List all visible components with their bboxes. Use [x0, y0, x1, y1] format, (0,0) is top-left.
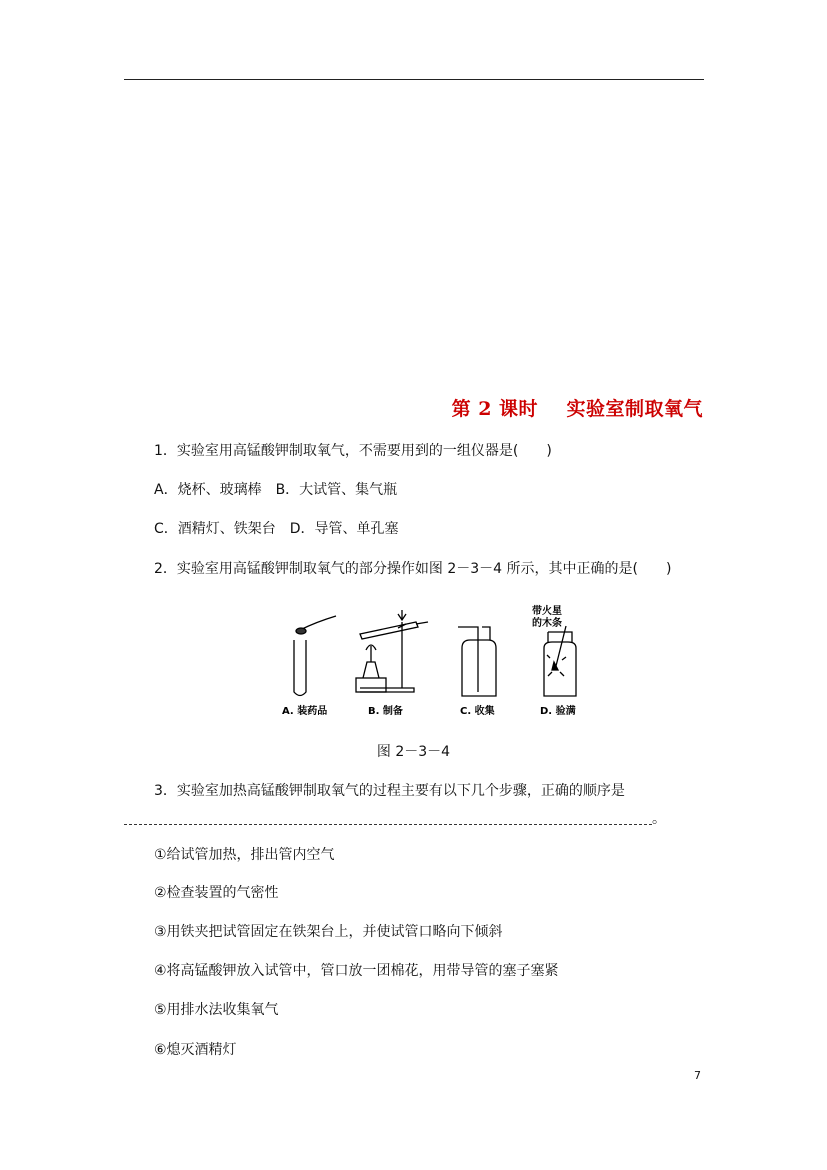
- step-5: ⑤用排水法收集氧气: [154, 1002, 279, 1018]
- lesson-title: 第 2 课时 实验室制取氧气: [451, 398, 703, 420]
- question-3-answer-row: [124, 809, 704, 829]
- step-4: ④将高锰酸钾放入试管中，管口放一团棉花，用带导管的塞子塞紧: [154, 963, 559, 979]
- figure-annotation-line2: 的木条: [532, 618, 562, 629]
- figure-label-b: B. 制备: [368, 706, 403, 717]
- question-3-stem: 3．实验室加热高锰酸钾制取氧气的过程主要有以下几个步骤，正确的顺序是: [154, 783, 625, 799]
- apparatus-a-loading-icon: [294, 616, 336, 696]
- step-1: ①给试管加热，排出管内空气: [154, 847, 335, 863]
- answer-blank[interactable]: [124, 814, 652, 825]
- apparatus-c-collecting-icon: [458, 627, 496, 696]
- apparatus-d-testing-icon: [544, 626, 576, 696]
- figure-caption: 图 2－3－4: [376, 744, 451, 760]
- step-2: ②检查装置的气密性: [154, 885, 279, 901]
- question-1-stem: 1．实验室用高锰酸钾制取氧气，不需要用到的一组仪器是( ): [154, 443, 552, 459]
- figure-2-3-4: [276, 600, 606, 722]
- figure-label-a: A. 装药品: [282, 706, 328, 717]
- header-rule: [124, 79, 704, 80]
- question-2-stem: 2．实验室用高锰酸钾制取氧气的部分操作如图 2－3－4 所示，其中正确的是( ): [154, 561, 672, 577]
- question-1-options-ab: A．烧杯、玻璃棒 B．大试管、集气瓶: [154, 482, 398, 498]
- question-1-options-cd: C．酒精灯、铁架台 D．导管、单孔塞: [154, 521, 399, 537]
- answer-blank-end: 。: [652, 811, 666, 827]
- figure-label-c: C. 收集: [460, 706, 495, 717]
- apparatus-b-heating-icon: [356, 610, 428, 692]
- figure-label-d: D. 验满: [540, 706, 576, 717]
- step-3: ③用铁夹把试管固定在铁架台上，并使试管口略向下倾斜: [154, 924, 503, 940]
- page-number: 7: [694, 1069, 701, 1082]
- step-6: ⑥熄灭酒精灯: [154, 1042, 237, 1058]
- figure-annotation-line1: 带火星: [532, 606, 562, 617]
